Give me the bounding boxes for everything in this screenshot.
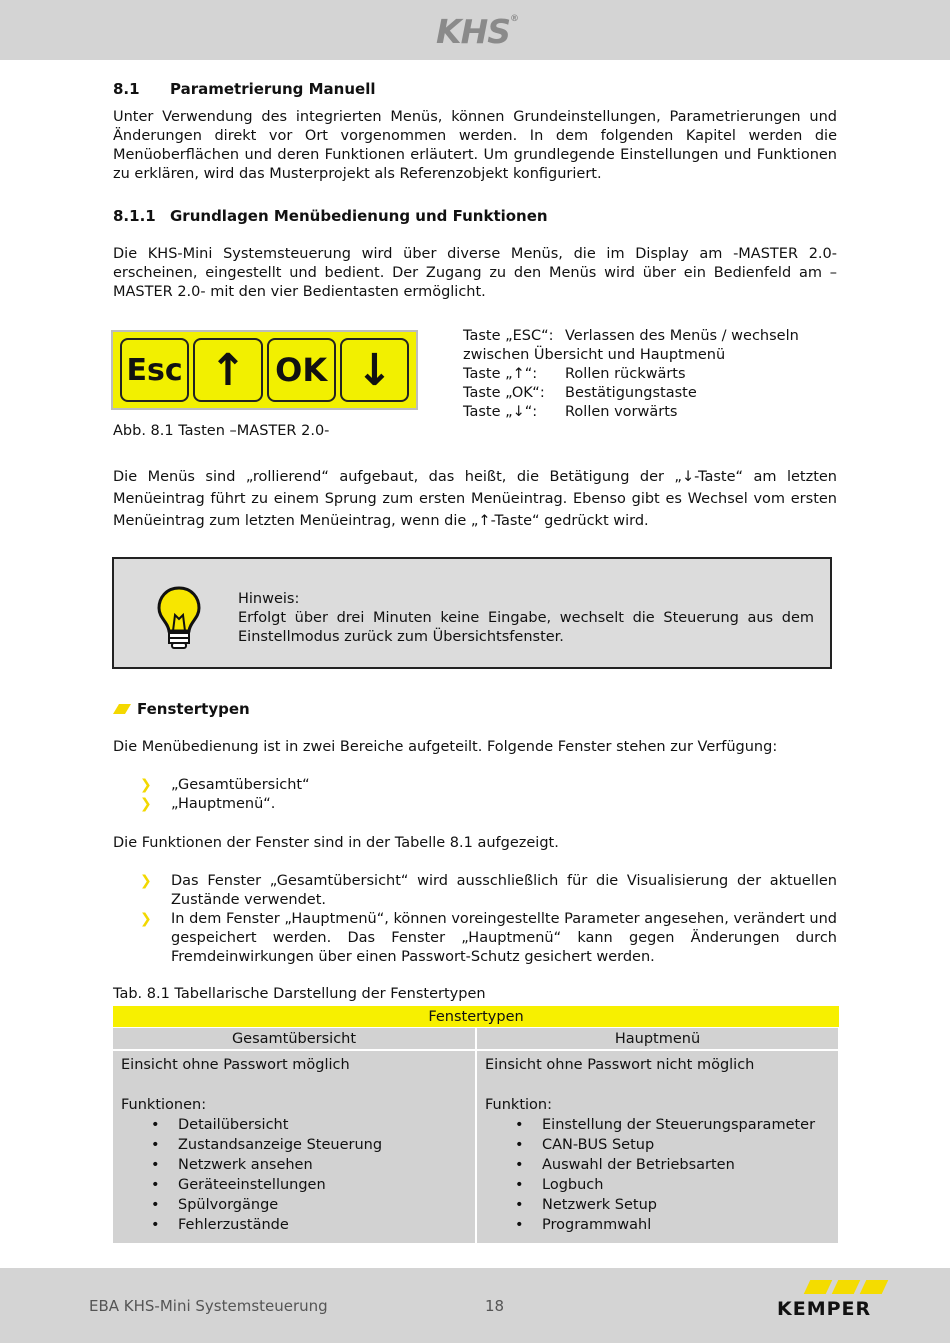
subsection-heading: 8.1.1 Grundlagen Menübedienung und Funktionen xyxy=(113,207,548,225)
fenster-intro: Die Menübedienung ist in zwei Bereiche aufgeteilt. Folgende Fenster stehen zur Verfügung: xyxy=(113,739,778,755)
khs-logo: KHS® xyxy=(436,12,518,51)
esc-key: Esc xyxy=(120,338,189,402)
chevron-icon: ❯ xyxy=(140,873,152,889)
fenster-para2: Die Funktionen der Fenster sind in der Tabelle 8.1 aufgezeigt. xyxy=(113,835,559,851)
figure-caption: Abb. 8.1 Tasten –MASTER 2.0- xyxy=(113,423,330,439)
function-list xyxy=(140,872,837,967)
down-arrow-key: ↓ xyxy=(340,338,409,402)
keypad-figure xyxy=(111,330,418,410)
ok-key: OK xyxy=(267,338,336,402)
list-item: ❯ In dem Fenster „Hauptmenü“, können voreingestellte Parameter angesehen, verändert und gespeichert werden. Das Fenster „Hauptmenü“ kann gegen Änderungen durch Fremdeinwirkungen über einen Passwort-Schutz gesichert werden. xyxy=(140,911,837,965)
list-item: • Geräteeinstellungen xyxy=(151,1177,326,1193)
lightbulb-icon xyxy=(156,585,202,651)
subsection-paragraph: Die KHS-Mini Systemsteuerung wird über diverse Menüs, die im Display am -MASTER 2.0- erscheinen, eingestellt und bedient. Der Zugang zu den Menüs wird über ein Bedienfeld am –MASTER 2.0- mit den vier Bedientasten ermöglicht. xyxy=(113,246,837,300)
list-item: • Netzwerk Setup xyxy=(515,1197,658,1213)
up-arrow-key: ↑ xyxy=(193,338,262,402)
table-header: Fenstertypen xyxy=(113,1006,839,1028)
list-item: • Detailübersicht xyxy=(151,1117,289,1133)
key-descriptions: Taste „ESC“: Verlassen des Menüs / wechseln zwischen Übersicht und Hauptmenü Taste „↑“: Rollen rückwärts Taste „OK“: Bestätigungstaste Taste „↓“: Rollen vorwärts xyxy=(463,328,799,420)
window-types-table xyxy=(113,1006,840,1243)
column-header: Hauptmenü xyxy=(476,1028,839,1051)
note-box xyxy=(112,557,832,669)
table-cell: Einsicht ohne Passwort nicht möglich Funktion: • Einstellung der Steuerungsparameter • CAN-BUS Setup • Auswahl der Betriebsarten • Logbuch • Netzwerk Setup • Programmwahl xyxy=(476,1050,839,1243)
kemper-logo: KEMPER xyxy=(777,1280,917,1320)
window-list xyxy=(140,776,837,814)
table-cell: Einsicht ohne Passwort möglich Funktionen: • Detailübersicht • Zustandsanzeige Steuerung • Netzwerk ansehen • Geräteeinstellungen • Spülvorgänge • Fehlerzustände xyxy=(113,1050,476,1243)
list-item: • Einstellung der Steuerungsparameter xyxy=(515,1117,816,1133)
list-item: • Fehlerzustände xyxy=(151,1217,289,1233)
page-footer xyxy=(0,1268,950,1343)
chevron-icon: ❯ xyxy=(140,777,152,793)
list-item: ❯ „Gesamtübersicht“ xyxy=(140,777,310,793)
column-header: Gesamtübersicht xyxy=(113,1028,476,1051)
table-caption: Tab. 8.1 Tabellarische Darstellung der Fenstertypen xyxy=(113,986,486,1002)
section-paragraph: Unter Verwendung des integrierten Menüs, können Grundeinstellungen, Parametrierungen und Änderungen direkt vor Ort vorgenommen werden. In dem folgenden Kapitel werden die Menüoberflächen und deren Funktionen erläutert. Um grundlegende Einstellungen und Funktionen zu erklären, wird das Musterprojekt als Referenzobjekt konfiguriert. xyxy=(113,109,837,182)
page-number: 18 xyxy=(485,1297,505,1315)
list-item: ❯ Das Fenster „Gesamtübersicht“ wird ausschließlich für die Visualisierung der aktuellen Zustände verwendet. xyxy=(140,873,837,908)
list-item: • Logbuch xyxy=(515,1177,604,1193)
list-item: • CAN-BUS Setup xyxy=(515,1137,655,1153)
page-header xyxy=(0,0,950,60)
list-item: • Spülvorgänge xyxy=(151,1197,279,1213)
list-item: • Netzwerk ansehen xyxy=(151,1157,313,1173)
rolling-paragraph: Die Menüs sind „rollierend“ aufgebaut, das heißt, die Betätigung der „↓-Taste“ am letzten Menüeintrag führt zu einem Sprung zum ersten Menüeintrag. Ebenso gibt es Wechsel vom ersten Menüeintrag zum letzten Menüeintrag, wenn die „↑-Taste“ gedrückt wird. xyxy=(113,469,837,529)
chevron-icon: ❯ xyxy=(140,911,152,927)
chevron-icon: ❯ xyxy=(140,796,152,812)
list-item: ❯ „Hauptmenü“. xyxy=(140,796,276,812)
list-item: • Zustandsanzeige Steuerung xyxy=(151,1137,383,1153)
document-title: EBA KHS-Mini Systemsteuerung xyxy=(89,1297,328,1315)
heading-marker-icon xyxy=(113,704,131,714)
section-heading: 8.1 Parametrierung Manuell xyxy=(113,80,376,98)
list-item: • Programmwahl xyxy=(515,1217,652,1233)
note-title: Hinweis: xyxy=(238,591,300,607)
note-text: Erfolgt über drei Minuten keine Eingabe, wechselt die Steuerung aus dem Einstellmodus zurück zum Übersichtsfenster. xyxy=(238,610,814,645)
list-item: • Auswahl der Betriebsarten xyxy=(515,1157,735,1173)
fenstertypen-heading: Fenstertypen xyxy=(113,700,250,718)
